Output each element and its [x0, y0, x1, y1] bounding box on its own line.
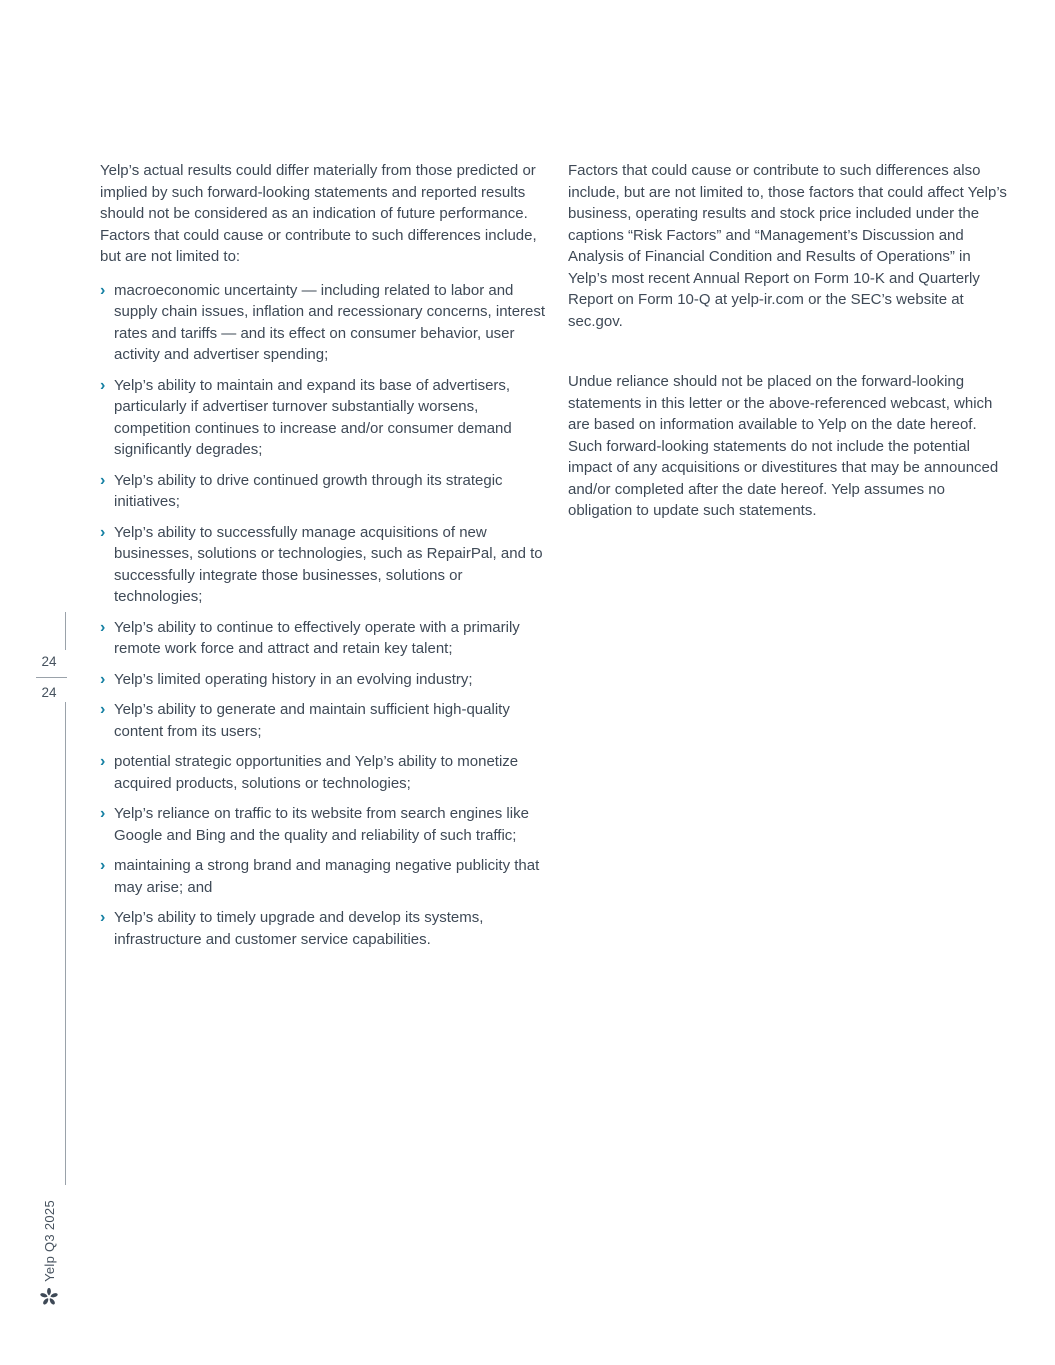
list-item — [100, 470, 546, 513]
list-item-text: Yelp’s ability to maintain and expand its base of advertisers, particularly if advertiser turnover substantially worsens, competition continues to increase and/or consumer demand significantly degrades; — [114, 376, 512, 458]
list-item-text: potential strategic opportunities and Yelp’s ability to monetize acquired products, solutions or technologies; — [114, 753, 519, 792]
chevron-bullet-icon: › — [100, 281, 106, 299]
list-item — [100, 375, 546, 461]
yelp-logo-icon — [40, 1288, 58, 1311]
chevron-bullet-icon: › — [100, 701, 106, 718]
list-item — [100, 751, 546, 794]
chevron-bullet-icon: › — [100, 805, 106, 822]
footer-label: Yelp Q3 2025 — [41, 1200, 57, 1282]
left-column — [100, 160, 546, 959]
vertical-rule-top — [65, 612, 66, 650]
chevron-bullet-icon: › — [100, 670, 106, 688]
chevron-bullet-icon: › — [100, 857, 106, 874]
undue-reliance-paragraph: Undue reliance should not be placed on the forward-looking statements in this letter or the above-referenced webcast, which are based on information available to Yelp on the date hereof. Such forward-looking statements do not include the potential impact of any acquisitions or divestitures that may be announced and/or completed after the date hereof. Yelp assumes no obligation to update such statements. — [568, 373, 999, 519]
chevron-bullet-icon: › — [100, 376, 106, 394]
right-column — [568, 160, 1008, 522]
list-item — [100, 907, 546, 950]
page-number-bottom: 24 — [41, 685, 57, 700]
list-item-text: Yelp’s ability to successfully manage acquisitions of new businesses, solutions or technologies, such as RepairPal, and to successfully integrate those businesses, solutions or technologies; — [114, 523, 543, 605]
list-item — [100, 699, 546, 742]
list-item-text: Yelp’s reliance on traffic to its website from search engines like Google and Bing and the quality and reliability of such traffic; — [114, 805, 529, 844]
list-item-text: Yelp’s ability to continue to effectively operate with a primarily remote work force and attract and retain key talent; — [114, 618, 520, 657]
chevron-bullet-icon: › — [100, 618, 106, 636]
page-footer — [34, 1200, 64, 1311]
list-item-text: Yelp’s ability to generate and maintain sufficient high-quality content from its users; — [114, 701, 510, 740]
list-item — [100, 669, 546, 691]
vertical-rule-bottom — [65, 702, 66, 1185]
chevron-bullet-icon: › — [100, 909, 106, 926]
list-item-text: maintaining a strong brand and managing negative publicity that may arise; and — [114, 857, 540, 896]
list-item-text: macroeconomic uncertainty — including related to labor and supply chain issues, inflation and recessionary concerns, interest rates and tariffs — and its effect on consumer behavior, user activity and advertiser spending; — [114, 281, 546, 363]
list-item — [100, 803, 546, 846]
list-item-text: Yelp’s limited operating history in an evolving industry; — [114, 670, 473, 688]
list-item — [100, 617, 546, 660]
list-item-text: Yelp’s ability to drive continued growth through its strategic initiatives; — [114, 471, 503, 510]
page-number-top: 24 — [41, 654, 57, 669]
chevron-bullet-icon: › — [100, 471, 106, 489]
list-item-text: Yelp’s ability to timely upgrade and develop its systems, infrastructure and customer service capabilities. — [114, 909, 484, 948]
risk-factors-reference-paragraph: Factors that could cause or contribute to such differences also include, but are not limited to, those factors that could affect Yelp’s business, operating results and stock price included under the captions “Risk Factors” and “Management’s Discussion and Analysis of Financial Condition and Results of Operations” in Yelp’s most recent Annual Report on Form 10-K and Quarterly Report on Form 10-Q at yelp-ir.com or the SEC’s website at sec.gov. — [568, 162, 1007, 330]
intro-paragraph: Yelp’s actual results could differ materially from those predicted or implied by such forward-looking statements and reported results should not be considered as an indication of future performance. Factors that could cause or contribute to such differences include, but are not limited to: — [100, 162, 537, 265]
page-number-divider — [36, 677, 67, 678]
list-item — [100, 280, 546, 366]
list-item — [100, 855, 546, 898]
risk-factors-list — [100, 280, 546, 951]
chevron-bullet-icon: › — [100, 753, 106, 770]
chevron-bullet-icon: › — [100, 523, 106, 541]
list-item — [100, 522, 546, 608]
